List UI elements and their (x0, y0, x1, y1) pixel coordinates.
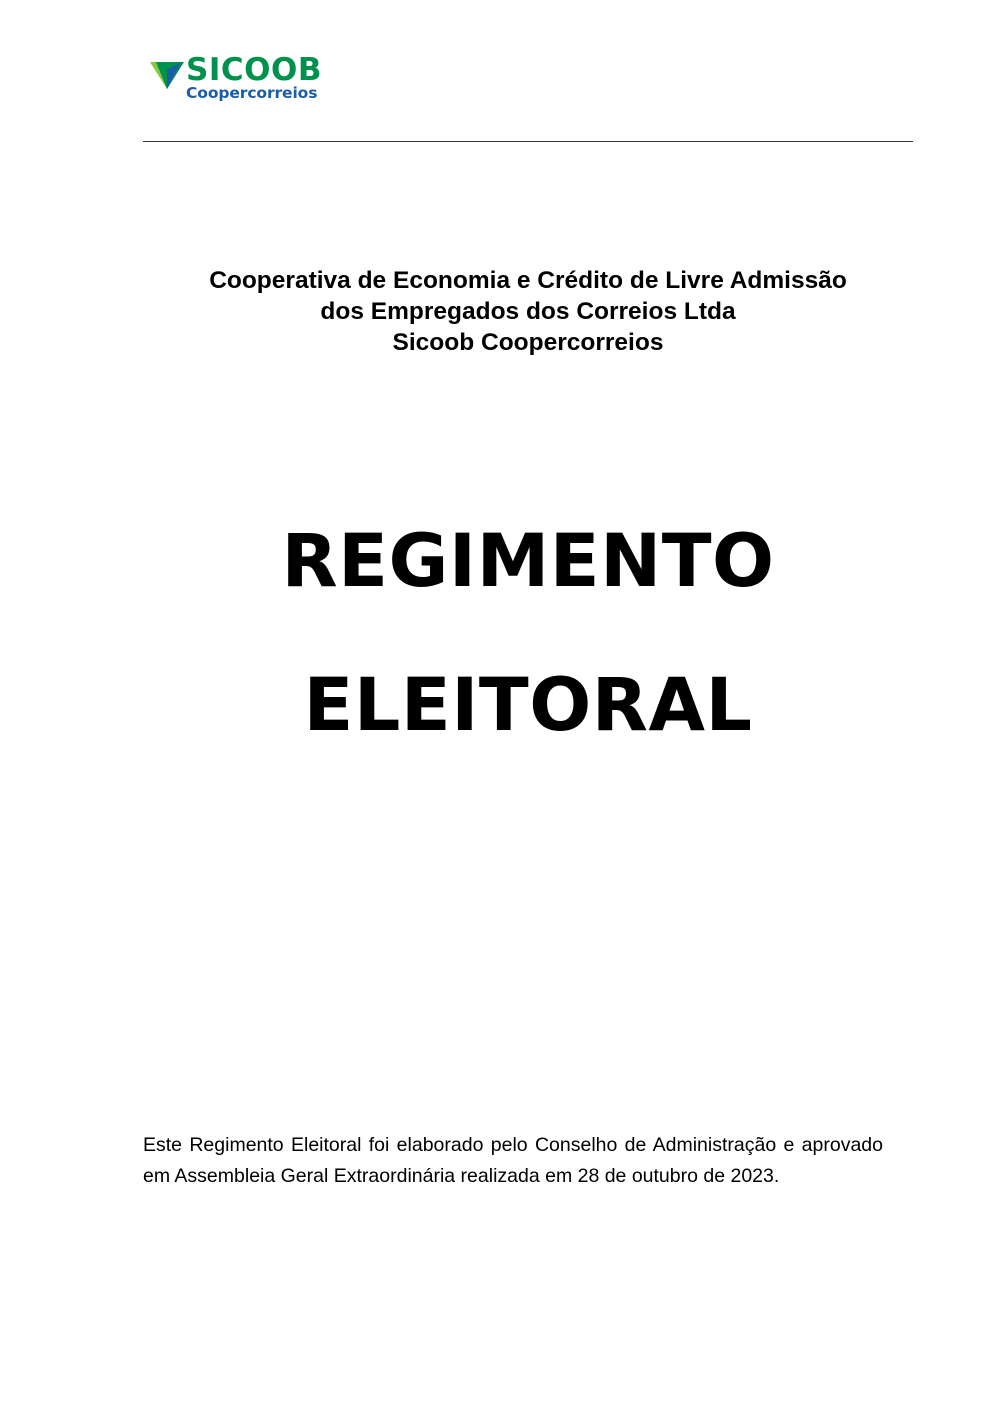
logo-brand-text: SICOOB (186, 52, 322, 88)
approval-note: Este Regimento Eleitoral foi elaborado pelo Conselho de Administração e aprovado em Assembleia Geral Extraordinária realizada em 28 de outubro de 2023. (143, 1134, 883, 1187)
page-title-line-2: ELEITORAL (303, 663, 753, 748)
page-title (143, 490, 913, 778)
logo-wordmark (186, 52, 322, 102)
logo-subbrand-text: Coopercorreios (186, 84, 318, 102)
cooperative-name-line-1: Cooperativa de Economia e Crédito de Livre Admissão (209, 267, 847, 294)
header-divider (143, 141, 913, 142)
sicoob-coopercorreios-logo (150, 48, 322, 110)
page-header (143, 40, 913, 150)
cooperative-name-line-3: Sicoob Coopercorreios (392, 329, 664, 356)
page-title-line-1: REGIMENTO (281, 519, 775, 604)
cooperative-name-line-2: dos Empregados dos Correios Ltda (320, 298, 736, 325)
sicoob-triangle-icon (150, 60, 184, 90)
cooperative-name (143, 265, 913, 358)
